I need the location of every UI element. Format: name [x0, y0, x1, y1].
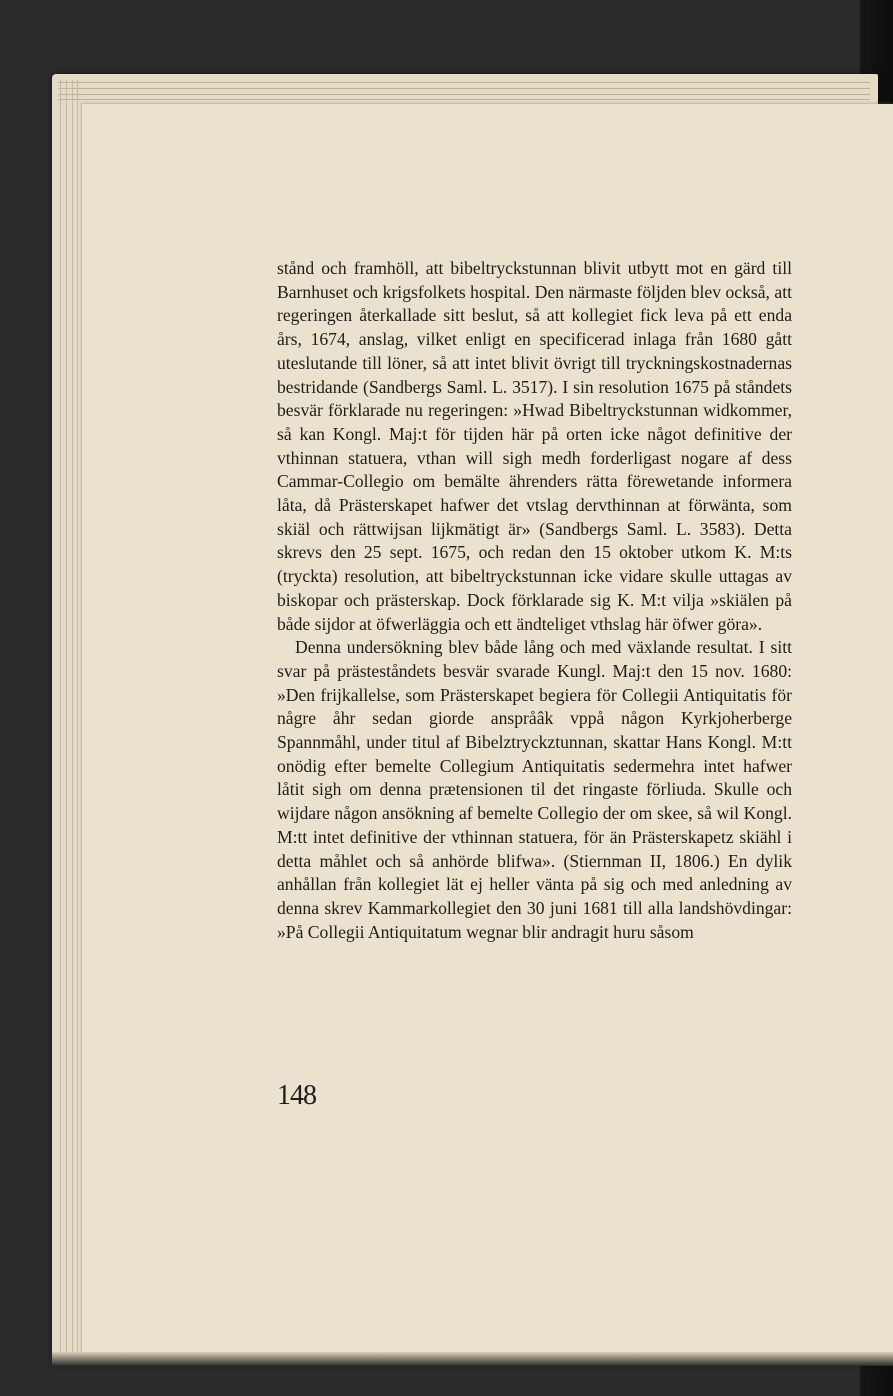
body-text [277, 257, 792, 944]
page-stack-edge [58, 99, 870, 100]
page-stack-edge [58, 82, 870, 83]
page-stack-edge [58, 88, 870, 89]
page-stack-edge [60, 80, 61, 1360]
paragraph-2: Denna undersökning blev både lång och med växlande resultat. I sitt svar på prästeståndets besvär svarade Kungl. Maj:t den 15 nov. 1680: »Den frijkallelse, som Prästerskapet begiera för Collegii Antiquitatis för någre åhr sedan giorde anspråâk vppå någon Kyrkjoherberge Spannmåhl, under titul af Bibelztryckztunnan, skattar Hans Kongl. M:tt onödig efter bemelte Collegium Antiquitatis sedermehra intet hafwer låtit sigh om denna prætensionen til det ringaste förliuda. Skulle och wijdare någon ansökning af bemelte Collegio der om skee, så wil Kongl. M:tt intet definitive der vthinnan statuera, för än Prästerskapetz skiähl i detta måhlet och så anhörde blifwa». (Stiernman II, 1806.) En dylik anhållan från kollegiet lät ej heller vänta på sig och med anledning av denna skrev Kammarkollegiet den 30 juni 1681 till alla landshövdingar: »På Collegii Antiquitatum wegnar blir andragit huru såsom [277, 637, 792, 942]
paragraph-1: stånd och framhöll, att bibeltryckstunnan blivit utbytt mot en gärd till Barnhuset och krigsfolkets hospital. Den närmaste följden blev också, att regeringen återkallade sitt beslut, så att kollegiet fick leva på ett enda års, 1674, anslag, vilket enligt en specificerad inlaga från 1680 gått uteslutande till löner, så att intet blivit övrigt till tryckningskostnadernas bestridande (Sandbergs Saml. L. 3517). I sin resolution 1675 på ståndets besvär förklarade nu regeringen: »Hwad Bibeltryckstunnan widkommer, så kan Kongl. Maj:t för tijden här på orten icke något definitive der vthinnan statuera, vthan will sigh medh forderligast nogare af dess Cammar-Collegio om bemälte ährenders rätta förewetande informera låta, då Prästerskapet hafwer det vtslag dervthinnan at förwänta, som skiäl och rättwijsan lijkmätigt är» (Sandbergs Saml. L. 3583). Detta skrevs den 25 sept. 1675, och redan den 15 oktober utkom K. M:ts (tryckta) resolution, att bibeltryckstunnan icke vidare skulle uttagas av biskopar och prästerskap. Dock förklarade sig K. M:t vilja »skiälen på både sijdor at öfwerläggia och ett ändteliget vthslag här öfwer göra». [277, 258, 792, 634]
page-number: 148 [277, 1080, 316, 1111]
page-stack-edge [58, 94, 870, 95]
page-stack-edge [72, 80, 73, 1360]
page-bottom-shadow [52, 1352, 893, 1366]
page-stack-edge [77, 80, 78, 1360]
page-stack-edge [66, 80, 67, 1360]
